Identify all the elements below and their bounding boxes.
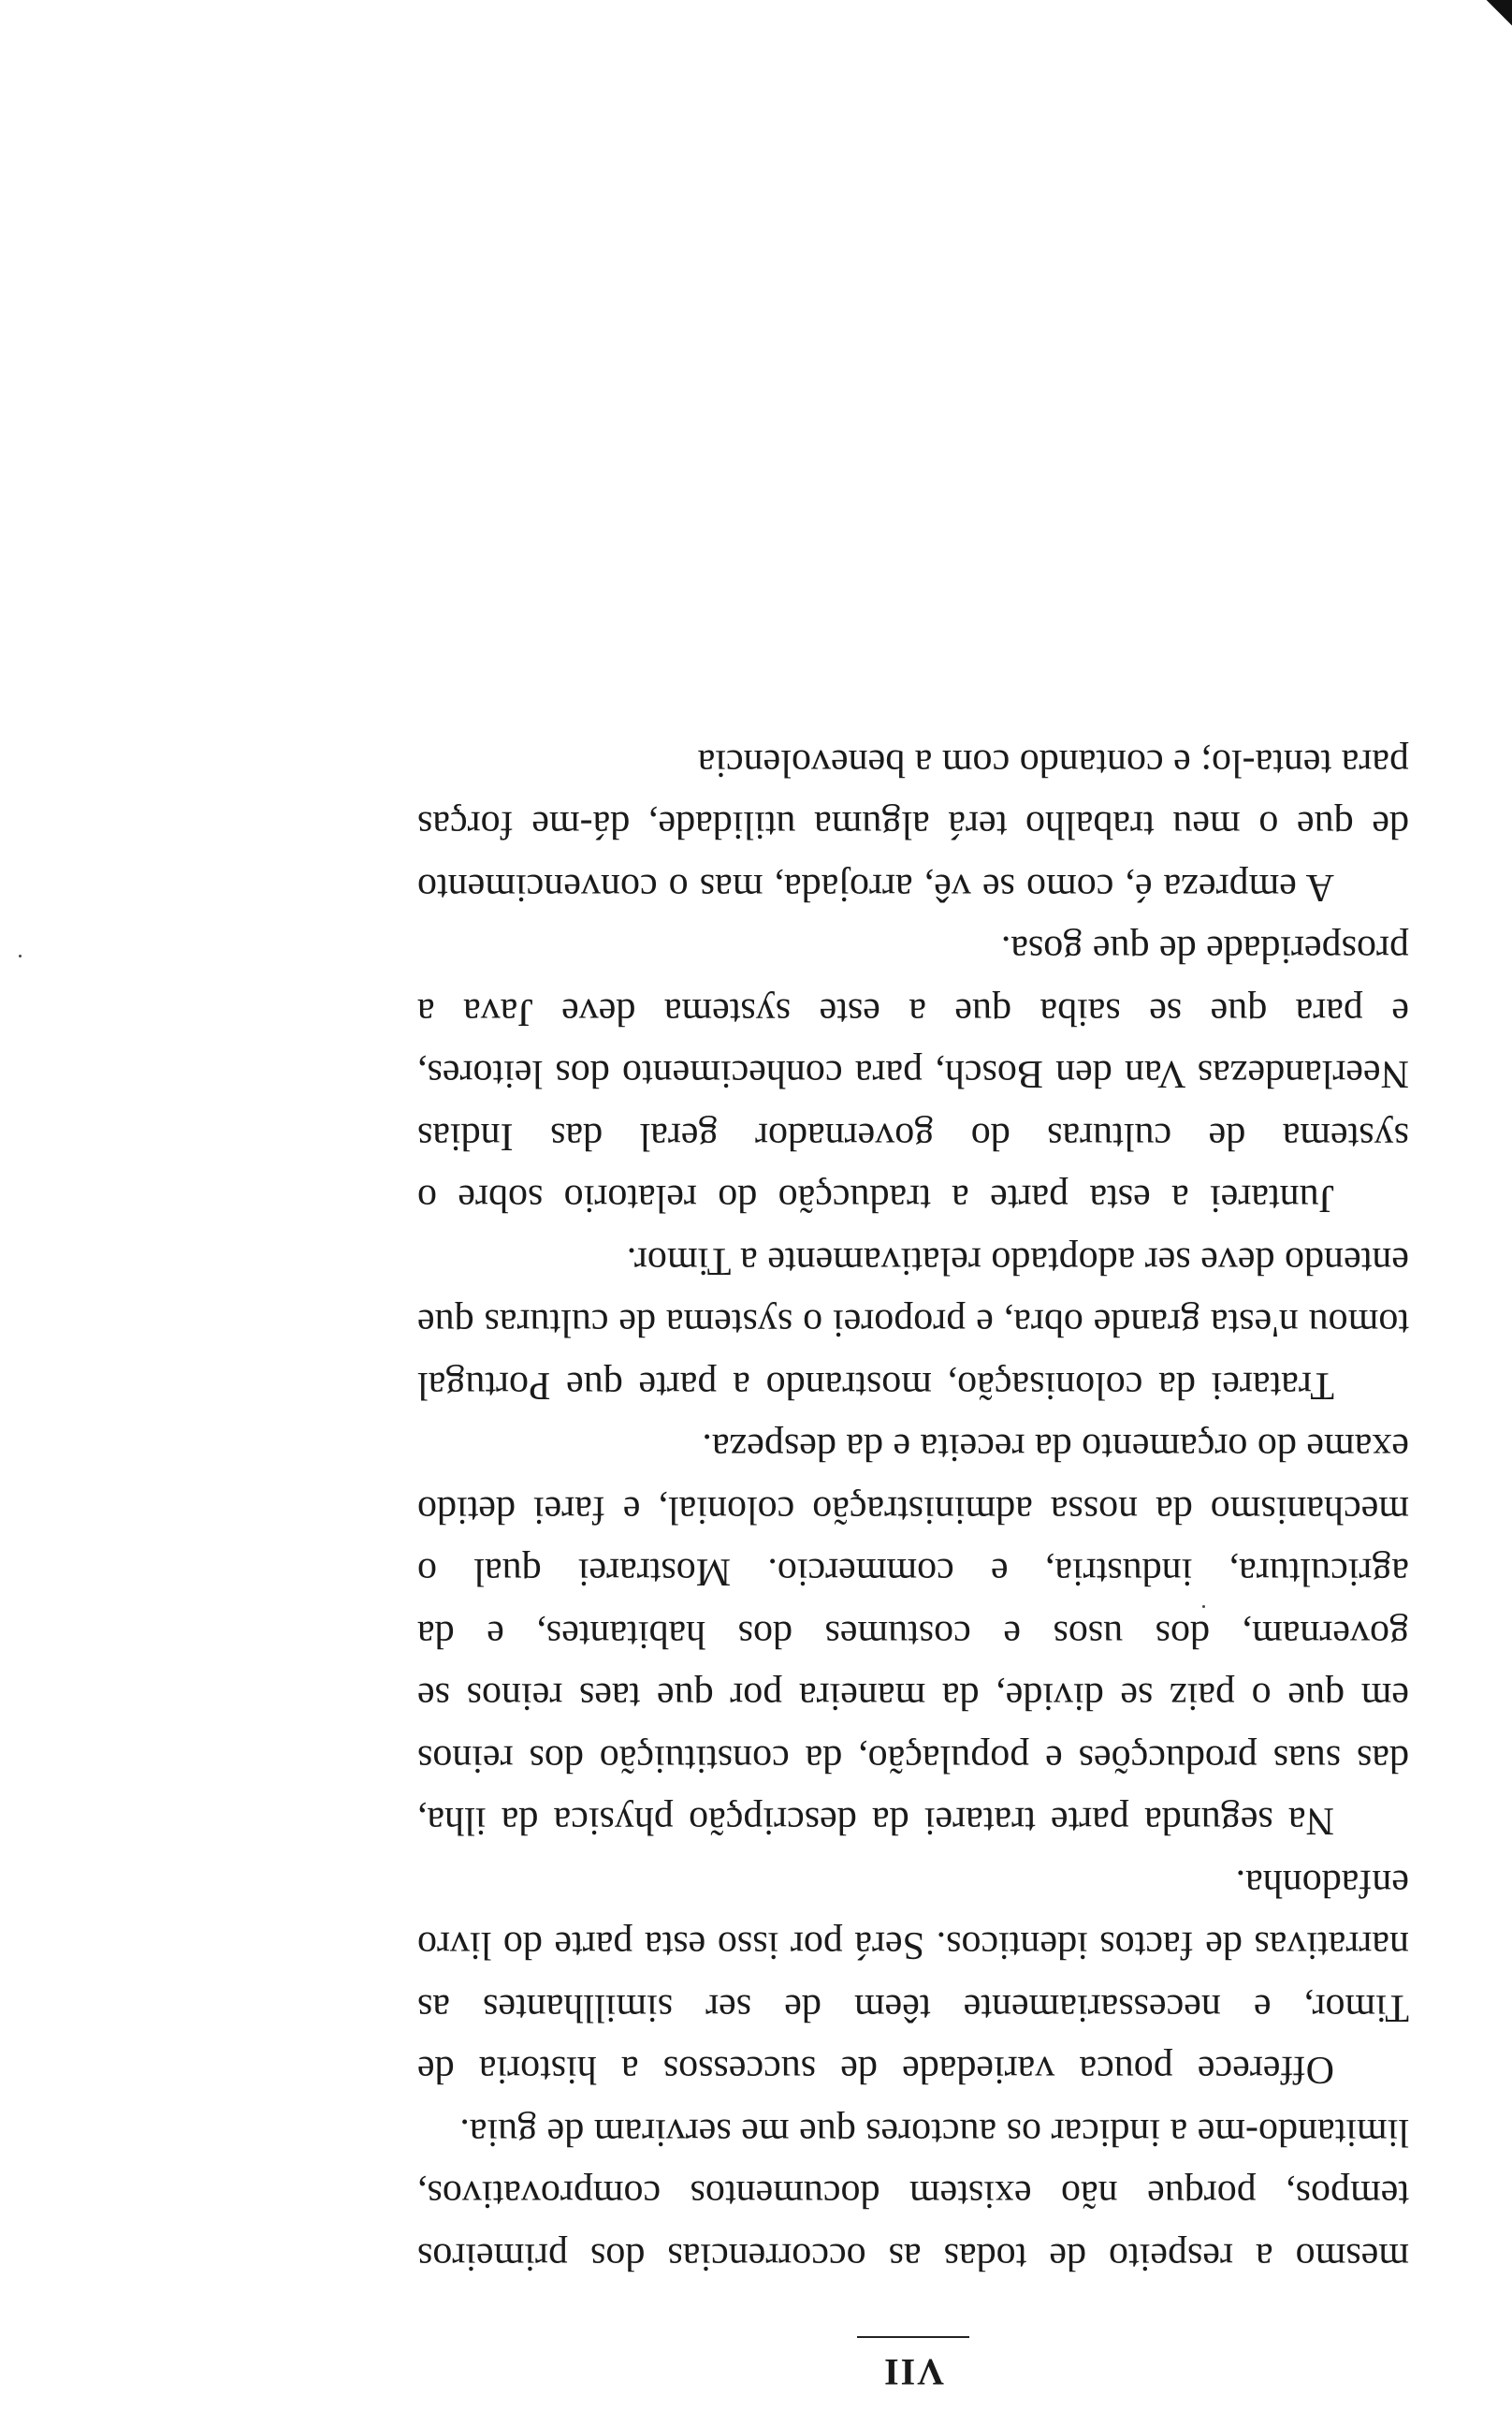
paragraph: Offerece pouca variedade de successos a historia de Timor, e necessariamente têem de ser simillhantes as narrativas de factos identicos. Será por isso esta parte do livro enfadonha. <box>417 1862 1409 2092</box>
paragraph: A empreza é, como se vê, arrojada, mas o convencimento de que o meu trabalho terá alguma utilidade, dá-me forças para tenta-lo; e contando com a benevolencia <box>417 741 1409 909</box>
paragraph: mesmo a respeito de todas as occorrencias dos primeiros tempos, porque não existem documentos comprovativos, limitando-me a indicar os auctores que me serviram de guia. <box>417 2111 1409 2278</box>
paragraph: Juntarei a esta parte a traducção do relatorio sobre o systema de culturas do governador geral das Indias Neerlandezas Van den Bosch, para conhecimento dos leitores, e para que se saiba que a este systema deve Java a prosperidade de que gosa. <box>417 928 1409 1220</box>
page-content <box>417 732 1409 2406</box>
paragraph: Tratarei da colonisação, mostrando a parte que Portugal tomou n'esta grande obra, e proporei o systema de culturas que entendo deve ser adoptado relativamente a Timor. <box>417 1239 1409 1407</box>
paragraph: Na segunda parte tratarei da descripção physica da ilha, das suas producções e população, da constituição dos reinos em que o paiz se divide, da maneira por que taes reinos se governam, dos usos e costumes dos habitantes, e da agricultura, industria, e commercio. Mostrarei qual o mechanismo da nossa administração colonial, e farei detido exame do orçamento da receita e da despeza. <box>417 1425 1409 1843</box>
page-number: VII <box>881 2351 945 2393</box>
